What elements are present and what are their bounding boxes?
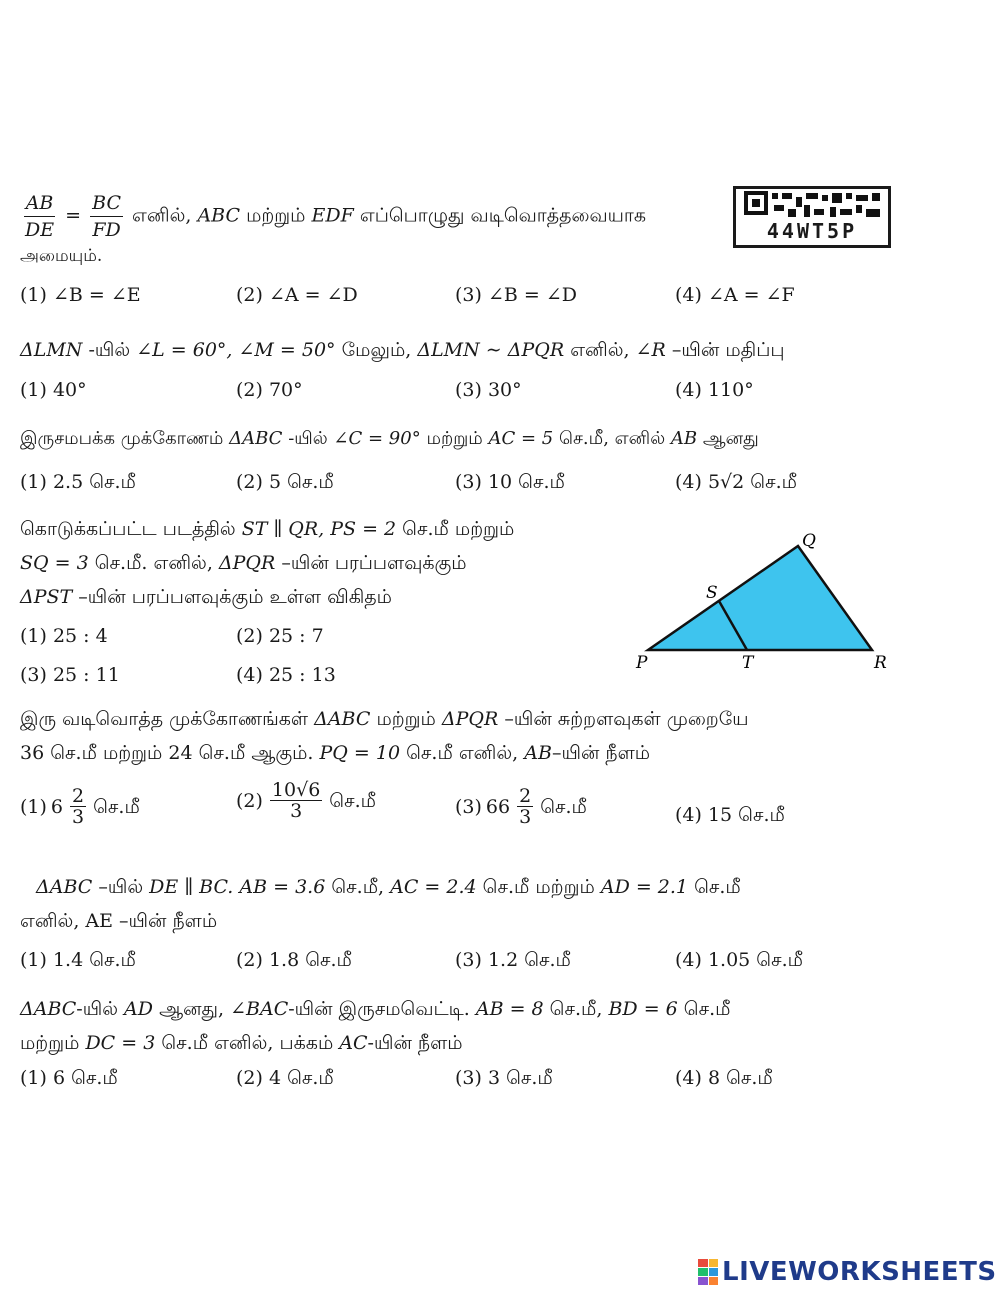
- q3-option-4[interactable]: (4) 5√2 செ.மீ: [675, 471, 797, 493]
- q7-option-3[interactable]: (3) 3 செ.மீ: [455, 1067, 553, 1089]
- q4-line3: ΔPST –யின் பரப்பளவுக்கும் உள்ள விகிதம்: [20, 586, 392, 608]
- logo-grid-icon: [698, 1259, 718, 1285]
- q2-option-1[interactable]: (1) 40°: [20, 379, 87, 401]
- label-s: S: [706, 583, 718, 603]
- q6-option-3[interactable]: (3) 1.2 செ.மீ: [455, 949, 571, 971]
- q6-line1: ΔABC –யில் DE ∥ BC. AB = 3.6 செ.மீ, AC = 2.4 செ.மீ மற்றும் AD = 2.1 செ.மீ: [36, 876, 741, 898]
- q1-fraction-1: $\frac{AB}{DE}$: [25, 192, 55, 241]
- q4-option-3[interactable]: (3) 25 : 11: [20, 664, 120, 686]
- liveworksheets-logo[interactable]: [698, 1255, 997, 1289]
- q4-line2: SQ = 3 செ.மீ. எனில், ΔPQR –யின் பரப்பளவுக்கும்: [20, 552, 467, 574]
- q1-option-4[interactable]: (4) ∠A = ∠F: [675, 284, 795, 306]
- q6-option-4[interactable]: (4) 1.05 செ.மீ: [675, 949, 803, 971]
- q5-option-2[interactable]: (2) $\frac{10√6}{3}$ செ.மீ: [236, 779, 376, 822]
- q7-line1: ΔABC-யில் AD ஆனது, ∠BAC-யின் இருசமவெட்டி. AB = 8 செ.மீ, BD = 6 செ.மீ: [20, 998, 731, 1020]
- q4-triangle-figure: [620, 520, 900, 680]
- label-p: P: [636, 653, 648, 673]
- q1-option-1[interactable]: (1) ∠B = ∠E: [20, 284, 141, 306]
- label-t: T: [742, 653, 754, 673]
- q2-option-4[interactable]: (4) 110°: [675, 379, 754, 401]
- q3-option-1[interactable]: (1) 2.5 செ.மீ: [20, 471, 136, 493]
- logo-text: LIVEWORKSHEETS: [722, 1257, 997, 1287]
- q6-option-1[interactable]: (1) 1.4 செ.மீ: [20, 949, 136, 971]
- q5-line2: 36 செ.மீ மற்றும் 24 செ.மீ ஆகும். PQ = 10 செ.மீ எனில், AB–யின் நீளம்: [20, 742, 651, 764]
- q1-line2: அமையும்.: [20, 246, 103, 266]
- label-q: Q: [802, 531, 816, 551]
- q3-option-2[interactable]: (2) 5 செ.மீ: [236, 471, 334, 493]
- q2-option-2[interactable]: (2) 70°: [236, 379, 303, 401]
- q3-question: இருசமபக்க முக்கோணம் ΔABC -யில் ∠C = 90° மற்றும் AC = 5 செ.மீ, எனில் AB ஆனது: [20, 428, 759, 449]
- q1-option-3[interactable]: (3) ∠B = ∠D: [455, 284, 577, 306]
- q2-option-3[interactable]: (3) 30°: [455, 379, 522, 401]
- q7-option-2[interactable]: (2) 4 செ.மீ: [236, 1067, 334, 1089]
- q7-line2: மற்றும் DC = 3 செ.மீ எனில், பக்கம் AC-யின் நீளம்: [20, 1032, 463, 1054]
- q3-option-3[interactable]: (3) 10 செ.மீ: [455, 471, 565, 493]
- q6-option-2[interactable]: (2) 1.8 செ.மீ: [236, 949, 352, 971]
- qr-code-box: [733, 186, 891, 248]
- q7-option-4[interactable]: (4) 8 செ.மீ: [675, 1067, 773, 1089]
- q7-option-1[interactable]: (1) 6 செ.மீ: [20, 1067, 118, 1089]
- qr-pattern-icon: [744, 191, 884, 221]
- q4-option-4[interactable]: (4) 25 : 13: [236, 664, 336, 686]
- q1-line1: $\frac{AB}{DE}$ = $\frac{BC}{FD}$ எனில், ABC மற்றும் EDF எப்பொழுது வடிவொத்தவையாக: [25, 192, 646, 241]
- q5-option-1[interactable]: (1) 6 $\frac{2}{3}$ செ.மீ: [20, 785, 140, 828]
- q1-option-2[interactable]: (2) ∠A = ∠D: [236, 284, 358, 306]
- q2-question: ΔLMN -யில் ∠L = 60°, ∠M = 50° மேலும், ΔLMN ∼ ΔPQR எனில், ∠R –யின் மதிப்பு: [20, 339, 785, 361]
- q4-option-2[interactable]: (2) 25 : 7: [236, 625, 324, 647]
- q5-line1: இரு வடிவொத்த முக்கோணங்கள் ΔABC மற்றும் ΔPQR –யின் சுற்றளவுகள் முறையே: [20, 708, 749, 730]
- q4-line1: கொடுக்கப்பட்ட படத்தில் ST ∥ QR, PS = 2 செ.மீ மற்றும்: [20, 518, 515, 540]
- q1-fraction-2: $\frac{BC}{FD}$: [92, 192, 121, 241]
- triangle-pqr: [648, 546, 872, 650]
- q6-line2: எனில், AE –யின் நீளம்: [20, 910, 218, 932]
- q4-option-1[interactable]: (1) 25 : 4: [20, 625, 108, 647]
- q5-option-4[interactable]: (4) 15 செ.மீ: [675, 804, 785, 826]
- qr-code-text: 44WT5P: [766, 219, 858, 243]
- label-r: R: [874, 653, 887, 673]
- q5-option-3[interactable]: (3) 66 $\frac{2}{3}$ செ.மீ: [455, 785, 587, 828]
